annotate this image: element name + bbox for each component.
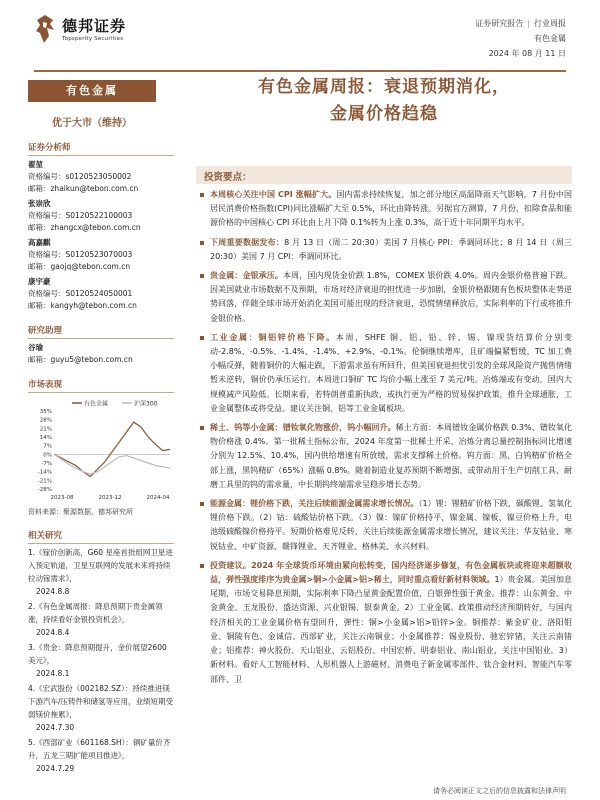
market-heading: 市场表现: [28, 378, 174, 393]
key-point-body: 国内需求持续恢复，加之部分地区高温降雨天气影响，7 月份中国居民消费价格指数(CPI)同比涨幅扩大至 0.5%，环比由降转涨。另据官方测算，7 月份，扣除食品和能源价格的中国核心 CPI 环比由上月下降 0.1%转为上涨 0.3%，高于近十年同期平均水平。: [210, 190, 572, 228]
legend-label: 沪深300: [134, 400, 158, 408]
related-date: 2024.8.1: [36, 669, 70, 678]
chart-source: 资料来源：聚源数据，德邦研究所: [28, 508, 133, 516]
left-sidebar: [28, 80, 178, 775]
related-item[interactable]: [28, 736, 174, 775]
key-point-head: 能源金属：锂价格下跌，关注后续能源金属需求增长情况。: [210, 499, 419, 509]
y-tick-label: 14%: [39, 435, 52, 441]
tebon-logo-icon: [34, 14, 56, 44]
y-tick-label: 7%: [43, 443, 52, 450]
key-points-bar: [196, 166, 572, 184]
header-divider: [34, 70, 566, 72]
researcher-email[interactable]: 邮箱：guyu5@tebon.com.cn: [28, 355, 133, 364]
x-tick-label: 2023-12: [98, 495, 122, 501]
key-point-body: 本周，国内现货金价跌 1.8%，COMEX 银价跌 4.0%。周内金银价格普遍下跌。因美国就业市场数据不及预期，市场对经济衰退的担忧进一步加剧，金银价格跟随有色板块整体走势逆势回落，伴随全球市场开始消化美国可能出现的经济衰退，恐慌情绪释放后，实际利率的下行或将推升金银价格。: [210, 271, 572, 323]
key-point: [210, 236, 572, 264]
related-title: 5.《西部矿业（601168.SH）：铜矿量价齐升，五龙三期扩能项目推进》，: [28, 738, 171, 760]
related-title: 2.《有色金属周报：降息预期下贵金属领涨，持续看好金银投资机会》，: [28, 602, 163, 624]
title-line-2: 金属价格趋稳: [330, 104, 438, 124]
key-point-body: （1）锂：锂精矿价格下跌，碳酸锂、氢氧化锂价格下跌。（2）钴：硫酸钴价格下跌。（3）镍：镍矿价格持平，镍金属、镍板、镍豆价格上升，电池级硫酸镍价格持平。短期价格难见反转，关注后续能源金属需求增长情况，建议关注：华友钴业、寒锐钴业、中矿资源、赣锋锂业、天齐锂业、格林美、永兴材料。: [210, 499, 573, 551]
key-point-head: 下周重要数据发布：: [210, 237, 285, 247]
footer-disclaimer: 请务必阅读正文之后的信息披露和法律声明: [433, 787, 566, 795]
key-points-label: 投资要点：: [204, 172, 252, 183]
y-tick-label: -28%: [37, 487, 52, 493]
related-list: [28, 546, 178, 775]
y-tick-label: 35%: [39, 409, 52, 415]
analyst-cert: 资格编号：S0120523070003: [28, 250, 133, 259]
y-tick-label: -14%: [37, 469, 52, 476]
analyst-name: 高嘉麒: [28, 238, 51, 247]
logo-en-text: Topsperity Securities: [62, 36, 124, 42]
y-tick-label: -21%: [37, 478, 52, 485]
analyst-email[interactable]: 邮箱：gaojq@tebon.com.cn: [28, 262, 131, 271]
related-date: 2024.7.30: [36, 723, 75, 732]
analyst-email[interactable]: 邮箱：zhangcx@tebon.com.cn: [28, 223, 141, 232]
key-points-list: [210, 188, 572, 692]
key-point-head: 贵金属：金银承压。: [210, 271, 284, 281]
x-tick-label: 2023-08: [50, 495, 74, 501]
analysts-heading: 证券分析师: [28, 141, 174, 156]
key-point-body: 本周，SHFE 铜、铝、铅、锌、锡、镍现货结算价分别变动-2.8%、-0.5%、-1.4%、-1.4%、+2.9%、-0.1%。伦铜继续增库，且矿端偏紧暂缓，TC 加工费小幅反弹，随着铜价的大幅走跌，下游需求虽有所回升，但美国衰退担忧引发的全球风险资产抛售情绪暂未逆转，铜价仍承压运行。本周进口铜矿 TC 均价小幅上涨至 7 美元/吨。冶炼端或有变动，国内大规模减产风险低。长期来看，若特朗普重新执政，或执行更为严格的贸易保护政策，推升全球通胀，工业金属整体或将受益。建议关注铜、铝等工业金属板块。: [210, 332, 573, 413]
researcher-block: [28, 342, 178, 366]
researcher-heading: 研究助理: [28, 324, 174, 339]
key-point-body: 1）贵金属。美国加息尾期，市场交易降息预期，实际利率下降凸显黄金配置价值，白银弹性强于黄金。推荐：山东黄金、中金黄金、玉龙股份、盛达资源、兴业银锡、银泰黄金。2）工业金属。政策推动经济预期转好，与国内经济相关的工业金属价格有望回升，弹性：铜>小金属>铝>铅锌>金。铜推荐：紫金矿业、洛阳钼业、铜陵有色、金诚信、西部矿业，关注云南铜业；小金属推荐：锡业股份、驰宏锌锗，关注云南锗业；铝推荐：神火股份、天山铝业、云铝股份、中国宏桥、明泰铝业、南山铝业，关注中国铝业。3）新材料。看好人工智能材料、人形机器人上游磁材、消费电子新金属零部件、钛合金材料、智能汽车零部件、卫: [210, 575, 572, 684]
legend-label: 有色金属: [84, 400, 109, 408]
related-title: 3.《贵金：降息预期提升，金价展望2600 美元》，: [28, 643, 167, 665]
series-line: [54, 454, 170, 474]
related-item[interactable]: [28, 546, 174, 598]
y-tick-label: 21%: [39, 426, 52, 433]
report-date: 2024 年 08 月 11 日: [488, 49, 566, 58]
key-point-head: 本周核心关注中国 CPI 涨幅扩大。: [210, 190, 337, 199]
industry-badge: 有色金属: [28, 80, 156, 102]
analyst-list: [28, 159, 178, 312]
key-point: [210, 188, 572, 231]
analyst-email[interactable]: 邮箱：kangyh@tebon.com.cn: [28, 301, 137, 310]
key-point-body: 8 月 13 日（周二 20:30）美国 7 月核心 PPI：季调同环比；8 月 14 日（周三 20:30）美国 7 月 CPI：季调同环比。: [210, 237, 573, 261]
key-point: [210, 421, 572, 492]
y-tick-label: 0%: [43, 452, 52, 459]
related-title: 4.《宏武股份（002182.SZ）：持续推进镁下游汽车/压铸件和储氢等应用，业绩短期受弱镁价拖累》，: [28, 684, 174, 719]
related-date: 2024.7.29: [36, 764, 75, 773]
report-sector: 有色金属: [534, 34, 566, 43]
key-point-head: 稀土、钨等小金属：镨钕氧化物涨价，钨小幅回升。: [210, 423, 396, 433]
key-point: [210, 269, 572, 326]
analyst-name: 张崇欣: [28, 199, 51, 208]
key-point: [210, 331, 572, 416]
x-tick-label: 2024-04: [146, 495, 170, 501]
related-date: 2024.8.4: [36, 628, 70, 637]
key-point: [210, 497, 572, 554]
analyst-cert: 资格编号：S0120522100003: [28, 211, 133, 220]
related-heading: 相关研究: [28, 529, 174, 544]
analyst-name: 康宇豪: [28, 277, 51, 286]
title-line-1: 有色金属周报：衰退预期消化，: [258, 77, 510, 97]
report-meta: [475, 16, 566, 61]
analyst-cert: 资格编号：s0120523050002: [28, 172, 132, 181]
related-item[interactable]: [28, 641, 174, 680]
related-title: 1.《镓价创新高，G60 星座首批组网卫星进入预定轨道，卫星互联网的发展未来将持续拉动镓需求》，: [28, 548, 173, 583]
related-item[interactable]: [28, 600, 174, 639]
key-point-head: 投资建议。2024 年全球货币环境由紧向松转变，国内经济逐步修复，有色金属板块或将迎来超额收益，弹性强度排序为贵金属>铜>小金属>铝>稀土，同时重点看好新材料领域。: [210, 560, 572, 585]
related-date: 2024.8.8: [36, 587, 70, 596]
key-point-head: 工业金属：铜铝锌价格下降。: [210, 332, 336, 342]
y-tick-label: -7%: [41, 461, 52, 467]
analyst-name: 翟堃: [28, 160, 43, 169]
y-tick-label: 28%: [39, 417, 52, 424]
market-chart-svg: [28, 397, 174, 505]
market-chart: [28, 397, 174, 505]
meta-separator: |: [527, 19, 530, 28]
key-point-body: 稀土方面：本周镨钕金属价格跌 0.3%、镨钕氧化物价格涨 0.4%。第一批稀土指标公布，2024 年度第一批稀土开采、冶炼分离总量控制指标同比增速分别为 12.5%、10.4%，国内供给增速有所放缓，需求支撑稀土价格。钨方面：黑、白钨精矿价格全部上涨，黑钨精矿（65%）涨幅 0.8%。随着制造业复苏预期不断增强，或带动用于生产切削工具、耐磨工具里的钨的需求量，中长期钨终端需求呈稳步增长态势。: [210, 423, 572, 489]
related-item[interactable]: [28, 682, 174, 734]
analyst-email[interactable]: 邮箱：zhaikun@tebon.com.cn: [28, 184, 139, 193]
logo-cn-text: 德邦证券: [62, 17, 127, 35]
analyst-cert: 资格编号：S0120524050001: [28, 289, 133, 298]
series-line: [54, 422, 170, 477]
researcher-name: 谷瑜: [28, 343, 43, 352]
report-type: 证券研究报告: [475, 19, 524, 28]
key-point: [210, 559, 572, 687]
report-title: [196, 74, 572, 128]
company-logo: [34, 14, 184, 48]
rating-text: 优于大市（维持）: [52, 118, 132, 129]
report-subtype: 行业周报: [534, 19, 566, 28]
